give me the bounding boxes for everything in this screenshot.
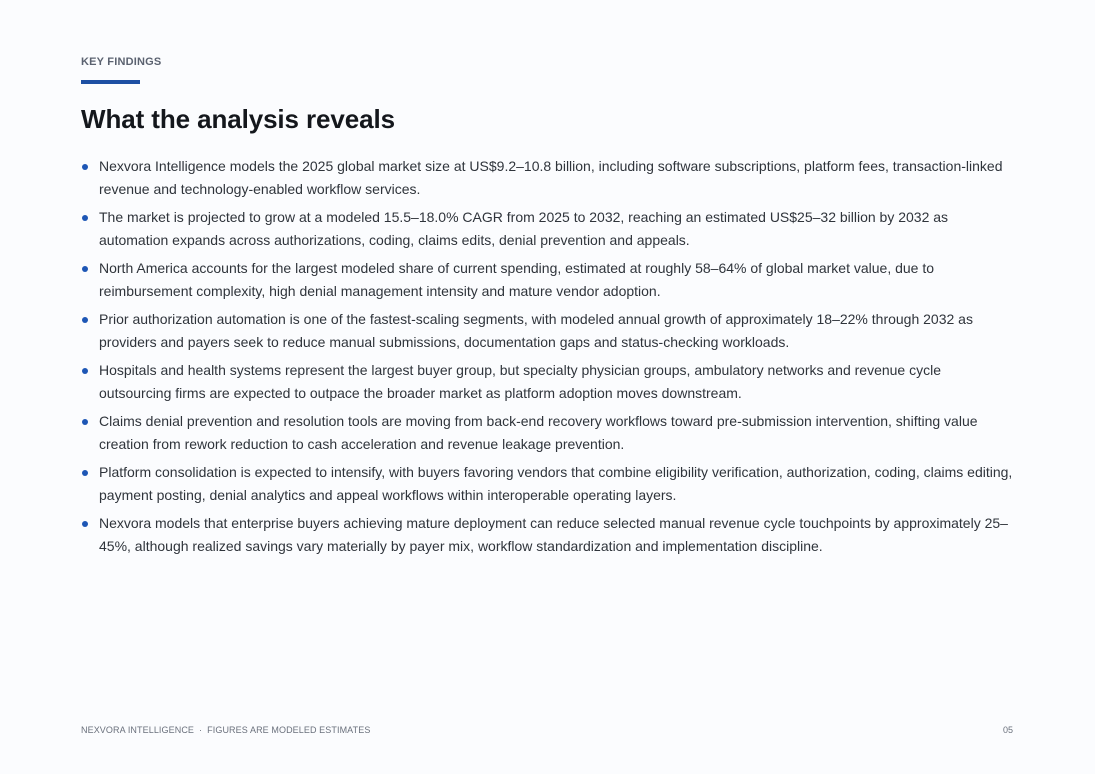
findings-list bbox=[81, 155, 1016, 563]
finding-item bbox=[81, 257, 1016, 302]
section-eyebrow: KEY FINDINGS bbox=[81, 56, 162, 68]
finding-text: The market is projected to grow at a modeled 15.5–18.0% CAGR from 2025 to 2032, reaching an estimated US$25–32 billion by 2032 as automation expands across authorizations, coding, claims edits, denial prevention and appeals. bbox=[99, 209, 949, 248]
page-number: 05 bbox=[1002, 725, 1013, 735]
finding-text: Hospitals and health systems represent the largest buyer group, but specialty physician groups, ambulatory networks and revenue cycle outsourcing firms are expected to outpace the broader market as platform adoption moves downstream. bbox=[99, 362, 942, 401]
bullet-dot-icon bbox=[82, 470, 88, 476]
footer-brand: NEXVORA INTELLIGENCE bbox=[81, 725, 195, 735]
finding-text: Prior authorization automation is one of the fastest-scaling segments, with modeled annual growth of approximately 18–22% through 2032 as providers and payers seek to reduce manual submissions, documentation gaps and status-checking workloads. bbox=[99, 311, 973, 350]
bullet-dot-icon bbox=[82, 164, 88, 170]
finding-text: North America accounts for the largest modeled share of current spending, estimated at roughly 58–64% of global market value, due to reimbursement complexity, high denial management intensity and mature vendor adoption. bbox=[99, 260, 935, 299]
finding-item bbox=[81, 512, 1016, 557]
footer-separator: · bbox=[199, 725, 203, 735]
footer-caption bbox=[81, 725, 370, 735]
bullet-dot-icon bbox=[82, 368, 88, 374]
bullet-dot-icon bbox=[82, 419, 88, 425]
key-findings-page bbox=[81, 0, 1021, 774]
footer-note: FIGURES ARE MODELED ESTIMATES bbox=[207, 725, 371, 735]
finding-item bbox=[81, 206, 1016, 251]
finding-text: Platform consolidation is expected to intensify, with buyers favoring vendors that combine eligibility verification, authorization, coding, claims editing, payment posting, denial analytics and appeal workflows within interoperable operating layers. bbox=[99, 464, 1013, 503]
bullet-dot-icon bbox=[82, 266, 88, 272]
bullet-dot-icon bbox=[82, 521, 88, 527]
finding-text: Claims denial prevention and resolution tools are moving from back-end recovery workflows toward pre-submission intervention, shifting value creation from rework reduction to cash acceleration and revenue leakage prevention. bbox=[99, 413, 978, 452]
finding-text: Nexvora models that enterprise buyers achieving mature deployment can reduce selected manual revenue cycle touchpoints by approximately 25–45%, although realized savings vary materially by payer mix, workflow standardization and implementation discipline. bbox=[99, 515, 1008, 554]
accent-rule bbox=[81, 80, 140, 84]
page-title: What the analysis reveals bbox=[81, 104, 395, 134]
finding-item bbox=[81, 308, 1016, 353]
bullet-dot-icon bbox=[82, 215, 88, 221]
finding-item bbox=[81, 410, 1016, 455]
bullet-dot-icon bbox=[82, 317, 88, 323]
finding-text: Nexvora Intelligence models the 2025 global market size at US$9.2–10.8 billion, including software subscriptions, platform fees, transaction-linked revenue and technology-enabled workflow services. bbox=[99, 158, 1003, 197]
finding-item bbox=[81, 155, 1016, 200]
finding-item bbox=[81, 359, 1016, 404]
finding-item bbox=[81, 461, 1016, 506]
